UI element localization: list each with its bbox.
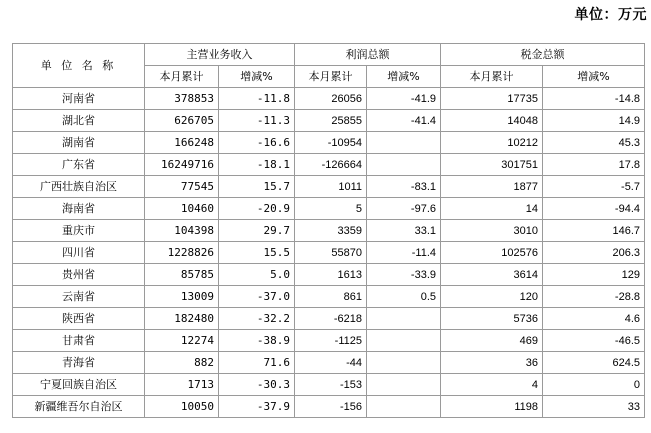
- cell-revenue: 85785: [145, 264, 219, 286]
- cell-revenue-change: 15.7: [219, 176, 295, 198]
- cell-name: 广东省: [13, 154, 145, 176]
- cell-tax-change: -94.4: [543, 198, 645, 220]
- cell-profit: -153: [295, 374, 367, 396]
- cell-name: 湖北省: [13, 110, 145, 132]
- table-row: [13, 88, 645, 110]
- cell-profit-change: [367, 396, 441, 418]
- cell-revenue: 10050: [145, 396, 219, 418]
- cell-tax: 3010: [441, 220, 543, 242]
- unit-label: 单位：万元: [574, 7, 647, 23]
- table-row: [13, 352, 645, 374]
- cell-name: 新疆维吾尔自治区: [13, 396, 145, 418]
- header-revenue-current: 本月累计: [145, 66, 219, 88]
- cell-profit-change: [367, 352, 441, 374]
- cell-tax: 469: [441, 330, 543, 352]
- cell-tax: 14048: [441, 110, 543, 132]
- cell-name: 海南省: [13, 198, 145, 220]
- cell-profit: 1011: [295, 176, 367, 198]
- cell-revenue: 1713: [145, 374, 219, 396]
- cell-profit: 3359: [295, 220, 367, 242]
- cell-revenue: 10460: [145, 198, 219, 220]
- cell-revenue-change: -32.2: [219, 308, 295, 330]
- cell-tax-change: 14.9: [543, 110, 645, 132]
- cell-tax: 1198: [441, 396, 543, 418]
- cell-profit-change: -83.1: [367, 176, 441, 198]
- cell-tax-change: 146.7: [543, 220, 645, 242]
- cell-profit-change: [367, 308, 441, 330]
- table-row: [13, 264, 645, 286]
- cell-tax: 1877: [441, 176, 543, 198]
- cell-revenue-change: -38.9: [219, 330, 295, 352]
- cell-revenue-change: -16.6: [219, 132, 295, 154]
- header-profit-current: 本月累计: [295, 66, 367, 88]
- cell-revenue: 1228826: [145, 242, 219, 264]
- cell-profit-change: -11.4: [367, 242, 441, 264]
- cell-revenue-change: -11.8: [219, 88, 295, 110]
- cell-revenue-change: -18.1: [219, 154, 295, 176]
- header-revenue-change: 增减%: [219, 66, 295, 88]
- cell-name: 湖南省: [13, 132, 145, 154]
- cell-revenue: 182480: [145, 308, 219, 330]
- header-tax-change: 增减%: [543, 66, 645, 88]
- cell-revenue-change: 71.6: [219, 352, 295, 374]
- cell-revenue-change: 29.7: [219, 220, 295, 242]
- table-row: [13, 330, 645, 352]
- header-row-top: [13, 44, 645, 66]
- table-row: [13, 374, 645, 396]
- cell-profit-change: [367, 330, 441, 352]
- cell-tax: 301751: [441, 154, 543, 176]
- cell-tax-change: 624.5: [543, 352, 645, 374]
- cell-profit-change: [367, 132, 441, 154]
- cell-name: 云南省: [13, 286, 145, 308]
- table-row: [13, 242, 645, 264]
- cell-tax: 120: [441, 286, 543, 308]
- cell-revenue: 104398: [145, 220, 219, 242]
- cell-profit: 5: [295, 198, 367, 220]
- cell-tax-change: -46.5: [543, 330, 645, 352]
- cell-revenue-change: 15.5: [219, 242, 295, 264]
- cell-profit-change: 0.5: [367, 286, 441, 308]
- cell-tax: 36: [441, 352, 543, 374]
- cell-revenue: 626705: [145, 110, 219, 132]
- cell-tax-change: 0: [543, 374, 645, 396]
- cell-revenue: 77545: [145, 176, 219, 198]
- cell-profit-change: [367, 374, 441, 396]
- cell-tax: 5736: [441, 308, 543, 330]
- table-row: [13, 286, 645, 308]
- cell-tax-change: 4.6: [543, 308, 645, 330]
- cell-revenue-change: -20.9: [219, 198, 295, 220]
- cell-tax: 17735: [441, 88, 543, 110]
- header-name: 单 位 名 称: [13, 44, 145, 88]
- cell-tax-change: -28.8: [543, 286, 645, 308]
- cell-name: 广西壮族自治区: [13, 176, 145, 198]
- cell-revenue-change: -37.0: [219, 286, 295, 308]
- table-row: [13, 176, 645, 198]
- cell-revenue-change: -11.3: [219, 110, 295, 132]
- cell-revenue-change: -30.3: [219, 374, 295, 396]
- cell-profit: 55870: [295, 242, 367, 264]
- cell-profit: -126664: [295, 154, 367, 176]
- cell-profit: 861: [295, 286, 367, 308]
- header-profit-change: 增减%: [367, 66, 441, 88]
- cell-tax-change: 17.8: [543, 154, 645, 176]
- cell-profit-change: [367, 154, 441, 176]
- cell-tax: 102576: [441, 242, 543, 264]
- cell-tax-change: 33: [543, 396, 645, 418]
- cell-revenue: 378853: [145, 88, 219, 110]
- cell-revenue: 12274: [145, 330, 219, 352]
- header-tax: 税金总额: [441, 44, 645, 66]
- cell-profit: 25855: [295, 110, 367, 132]
- table-row: [13, 308, 645, 330]
- cell-revenue: 16249716: [145, 154, 219, 176]
- cell-tax-change: -5.7: [543, 176, 645, 198]
- cell-profit: 26056: [295, 88, 367, 110]
- header-profit: 利润总额: [295, 44, 441, 66]
- cell-profit-change: -33.9: [367, 264, 441, 286]
- table-row: [13, 110, 645, 132]
- cell-tax: 4: [441, 374, 543, 396]
- cell-profit: -10954: [295, 132, 367, 154]
- cell-revenue-change: 5.0: [219, 264, 295, 286]
- cell-tax: 10212: [441, 132, 543, 154]
- cell-profit: 1613: [295, 264, 367, 286]
- cell-name: 贵州省: [13, 264, 145, 286]
- cell-revenue-change: -37.9: [219, 396, 295, 418]
- cell-profit-change: 33.1: [367, 220, 441, 242]
- cell-profit-change: -41.4: [367, 110, 441, 132]
- cell-profit: -6218: [295, 308, 367, 330]
- cell-revenue: 882: [145, 352, 219, 374]
- cell-tax-change: -14.8: [543, 88, 645, 110]
- cell-revenue: 13009: [145, 286, 219, 308]
- table-row: [13, 154, 645, 176]
- cell-profit: -44: [295, 352, 367, 374]
- cell-tax-change: 206.3: [543, 242, 645, 264]
- table-row: [13, 132, 645, 154]
- table-row: [13, 220, 645, 242]
- cell-name: 陕西省: [13, 308, 145, 330]
- cell-profit-change: -41.9: [367, 88, 441, 110]
- table-row: [13, 198, 645, 220]
- cell-profit: -1125: [295, 330, 367, 352]
- cell-profit: -156: [295, 396, 367, 418]
- cell-tax-change: 129: [543, 264, 645, 286]
- cell-tax: 3614: [441, 264, 543, 286]
- cell-name: 河南省: [13, 88, 145, 110]
- data-table: [12, 43, 645, 418]
- cell-profit-change: -97.6: [367, 198, 441, 220]
- cell-name: 青海省: [13, 352, 145, 374]
- cell-tax: 14: [441, 198, 543, 220]
- cell-name: 甘肃省: [13, 330, 145, 352]
- cell-name: 重庆市: [13, 220, 145, 242]
- cell-revenue: 166248: [145, 132, 219, 154]
- header-tax-current: 本月累计: [441, 66, 543, 88]
- table-row: [13, 396, 645, 418]
- cell-tax-change: 45.3: [543, 132, 645, 154]
- cell-name: 四川省: [13, 242, 145, 264]
- cell-name: 宁夏回族自治区: [13, 374, 145, 396]
- header-revenue: 主营业务收入: [145, 44, 295, 66]
